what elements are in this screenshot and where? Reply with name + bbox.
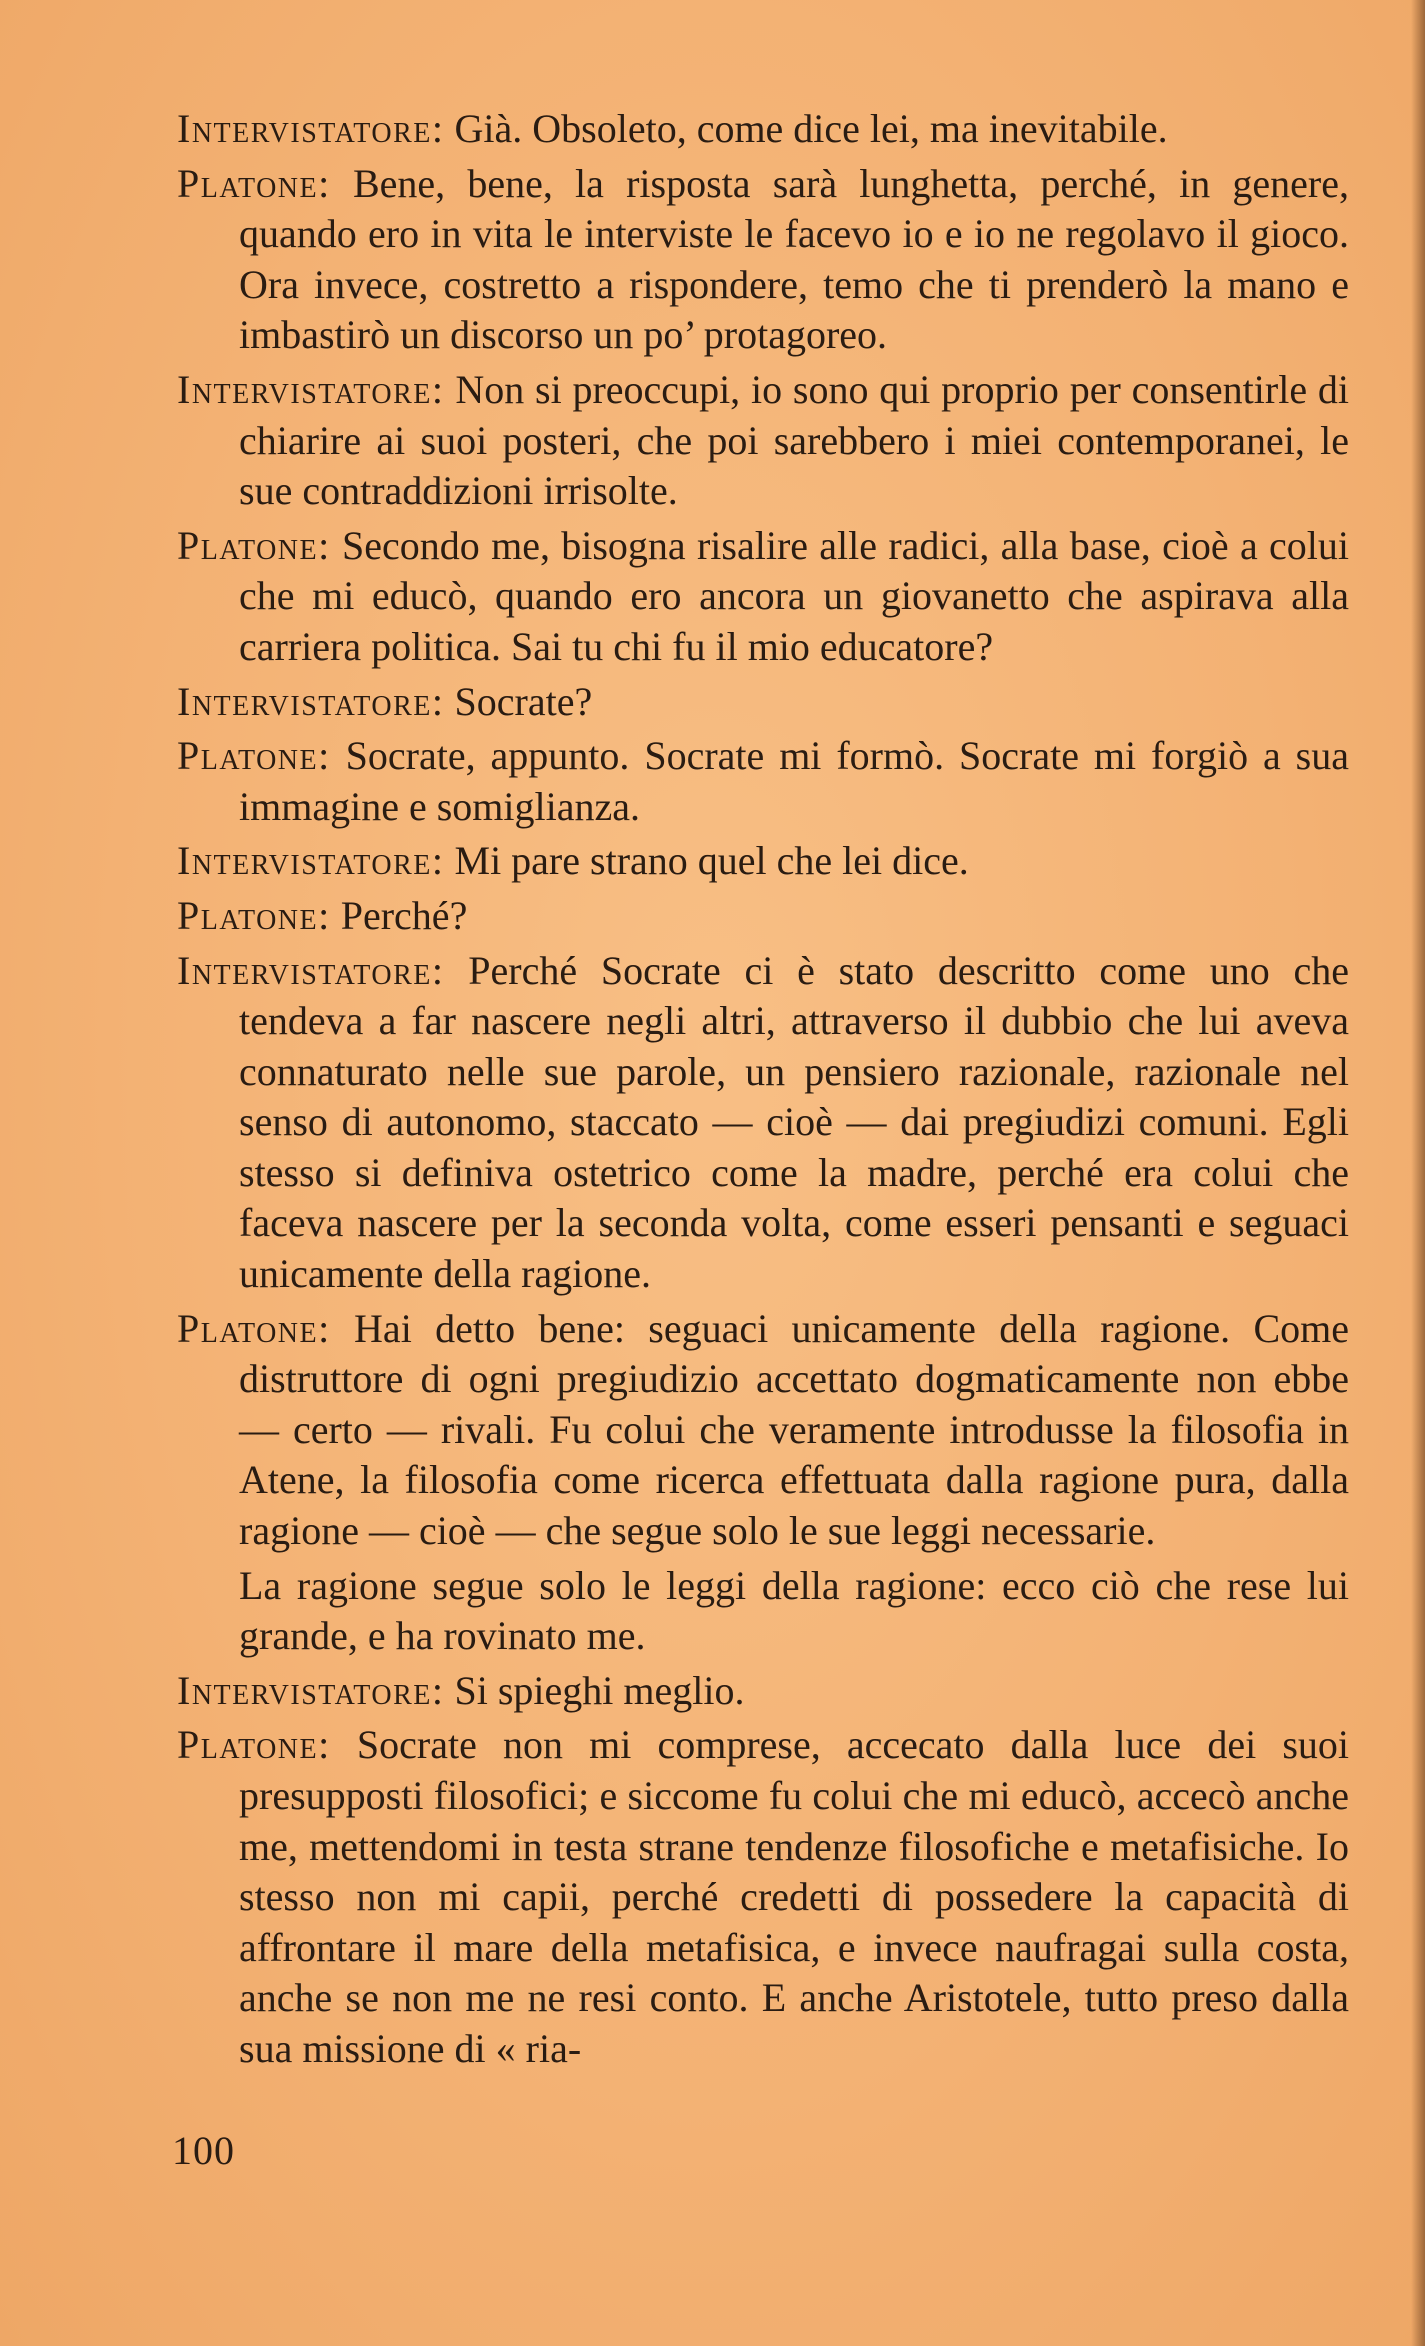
speaker-label: Intervistatore: — [177, 1667, 445, 1713]
dialogue-text: Socrate, appunto. Socrate mi formò. Socrate mi forgiò a sua immagine e somiglianza. — [239, 733, 1350, 829]
speaker-label: Intervistatore: — [177, 366, 445, 412]
dialogue-text: Socrate? — [454, 678, 593, 724]
dialogue-continuation — [177, 1561, 1349, 1662]
dialogue-text: Socrate non mi comprese, accecato dalla luce dei suoi presupposti filosofici; e siccome fu colui che mi educò, accecò anche me, mettendomi in testa strane tendenze filosofiche e metafisiche. Io stesso non mi capii, perché credetti di possedere la capacità di affrontare il mare della metafisica, e invece naufragai sulla costa, anche se non me ne resi conto. E anche Aristotele, tutto preso dalla sua missione di « ria- — [239, 1722, 1350, 2071]
speaker-label: Intervistatore: — [177, 678, 445, 724]
speaker-label: Platone: — [177, 522, 331, 568]
dialogue-text: Non si preoccupi, io sono qui proprio per consentirle di chiarire ai suoi posteri, che poi sarebbero i miei contemporanei, le sue contraddizioni irrisolte. — [239, 366, 1350, 514]
dialogue-text: Si spieghi meglio. — [454, 1667, 745, 1713]
speaker-label: Platone: — [177, 1722, 331, 1768]
dialogue-entry — [177, 1666, 1349, 1717]
dialogue-text: Già. Obsoleto, come dice lei, ma inevitabile. — [454, 106, 1168, 151]
dialogue-text: Perché? — [340, 892, 468, 938]
dialogue-entry — [177, 159, 1349, 361]
speaker-label: Intervistatore: — [177, 838, 445, 884]
dialogue-text: Bene, bene, la risposta sarà lunghetta, perché, in genere, quando ero in vita le interviste le facevo io e io ne regolavo il gioco. Ora invece, costretto a rispondere, temo che ti prenderò la mano e imbastirò un discorso un po’ protagoreo. — [239, 160, 1350, 358]
page-edge-shadow — [1411, 0, 1425, 2346]
speaker-label: Intervistatore: — [177, 947, 445, 993]
dialogue-entry — [177, 104, 1349, 155]
dialogue-text: Perché Socrate ci è stato descritto come uno che tendeva a far nascere negli altri, attraverso il dubbio che lui aveva connaturato nelle sue parole, un pensiero razionale, razionale nel senso di autonomo, staccato — cioè — dai pregiudizi comuni. Egli stesso si definiva ostetrico come la madre, perché era colui che faceva nascere per la seconda volta, come esseri pensanti e seguaci unicamente della ragione. — [239, 947, 1349, 1297]
dialogue-entry — [177, 677, 1349, 728]
speaker-label: Platone: — [177, 733, 331, 779]
dialogue-entry — [177, 1720, 1349, 2074]
dialogue-entry — [177, 1304, 1349, 1557]
speaker-label: Platone: — [177, 160, 331, 206]
dialogue-entry — [177, 521, 1349, 673]
dialogue-text: La ragione segue solo le leggi della ragione: ecco ciò che rese lui grande, e ha rovinato me. — [239, 1562, 1349, 1659]
dialogue-entry — [177, 891, 1349, 942]
dialogue-entry — [177, 836, 1349, 887]
dialogue-entry — [177, 365, 1349, 517]
dialogue-entry — [177, 946, 1349, 1300]
dialogue-text: Hai detto bene: seguaci unicamente della ragione. Come distruttore di ogni pregiudizio accettato dogmaticamente non ebbe — certo — rivali. Fu colui che veramente introdusse la filosofia in Atene, la filosofia come ricerca effettuata dalla ragione pura, dalla ragione — cioè — che segue solo le sue leggi necessarie. — [239, 1305, 1350, 1554]
dialogue-text: Mi pare strano quel che lei dice. — [454, 838, 969, 884]
speaker-label: Platone: — [177, 892, 331, 938]
dialogue-entry — [177, 731, 1349, 832]
dialogue-text: Secondo me, bisogna risalire alle radici, alla base, cioè a colui che mi educò, quando ero ancora un giovanetto che aspirava alla carriera politica. Sai tu chi fu il mio educatore? — [239, 522, 1350, 669]
page-number: 100 — [172, 2128, 235, 2173]
book-page-text — [177, 104, 1349, 2079]
speaker-label: Intervistatore: — [177, 106, 445, 151]
speaker-label: Platone: — [177, 1305, 331, 1351]
